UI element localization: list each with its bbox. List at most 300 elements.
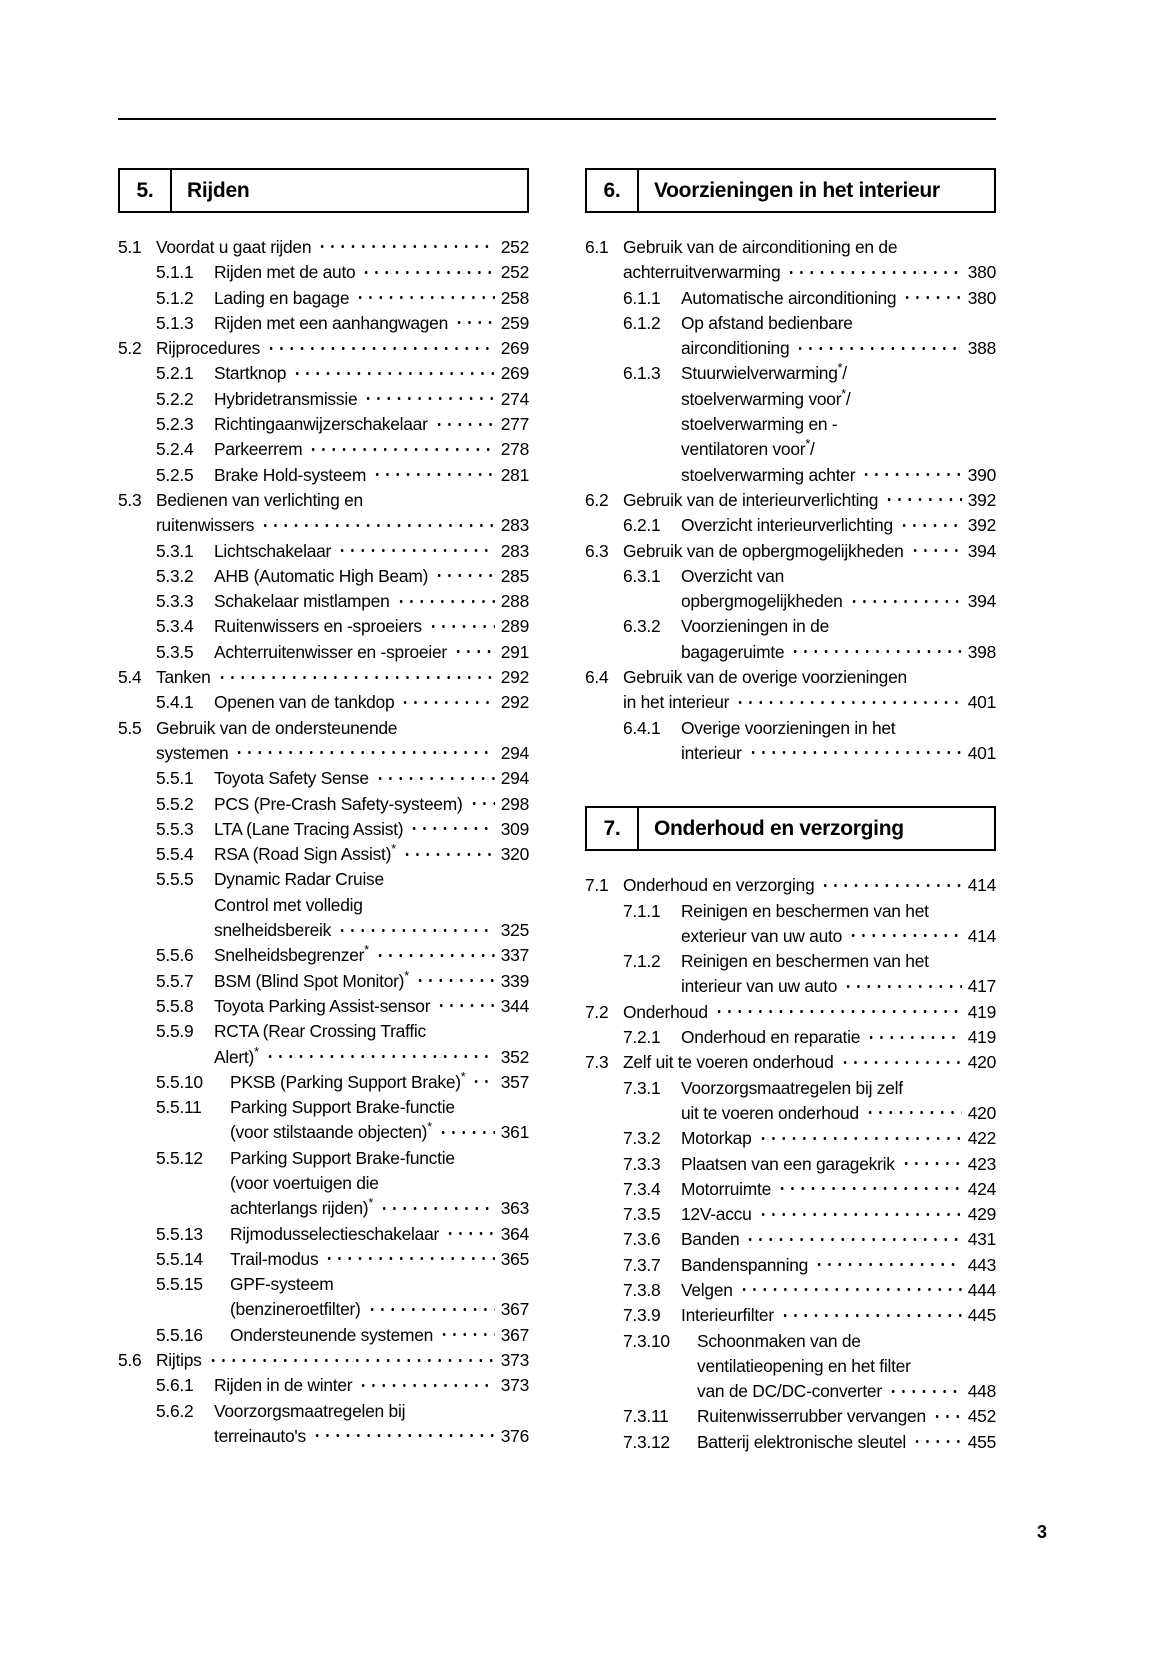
toc-entry-continuation[interactable]	[118, 1424, 529, 1449]
toc-entry[interactable]	[118, 387, 529, 412]
toc-entry-page: 417	[967, 976, 996, 997]
dot-leader	[434, 413, 495, 430]
toc-entry[interactable]	[585, 1000, 996, 1025]
toc-entry-label: Gebruik van de overige voorzieningen	[623, 667, 907, 688]
toc-entry-text	[156, 235, 529, 260]
toc-entry-label: Velgen	[681, 1279, 733, 1300]
toc-entry[interactable]	[585, 716, 996, 741]
toc-entry-page: 443	[967, 1254, 996, 1275]
toc-entry-continuation[interactable]	[118, 1171, 529, 1196]
toc-entry-page: 269	[500, 338, 529, 359]
toc-entry[interactable]	[585, 1227, 996, 1252]
toc-entry[interactable]	[585, 1076, 996, 1101]
toc-entry-label: achterlangs rijden)*	[230, 1196, 373, 1219]
toc-entry-page: 292	[500, 667, 529, 688]
dot-leader	[758, 1203, 962, 1220]
toc-entry-continuation[interactable]	[585, 1101, 996, 1126]
toc-entry-label: Schakelaar mistlampen	[214, 591, 390, 612]
toc-entry[interactable]	[118, 488, 529, 513]
toc-entry-continuation[interactable]	[585, 387, 996, 412]
toc-entry-number: 5.5.3	[156, 818, 194, 839]
toc-entry-label: Reinigen en beschermen van het	[681, 951, 929, 972]
dot-leader	[777, 1177, 962, 1194]
toc-entry-label: Banden	[681, 1229, 740, 1250]
toc-entry-page: 420	[967, 1102, 996, 1123]
toc-entry-label: GPF-systeem	[230, 1274, 334, 1295]
toc-entry-label: Trail-modus	[230, 1248, 319, 1269]
toc-entry[interactable]	[585, 1126, 996, 1151]
toc-entry-number: 5.3.4	[156, 616, 194, 637]
toc-entry-page: 289	[500, 616, 529, 637]
toc-entry[interactable]	[585, 539, 996, 564]
toc-entry-text	[156, 741, 529, 766]
dot-leader	[790, 640, 962, 657]
asterisk-marker: *	[254, 1044, 259, 1059]
toc-entry-label: terreinauto's	[214, 1425, 306, 1446]
toc-entry-text	[214, 1399, 529, 1424]
toc-entry-text	[623, 665, 996, 690]
toc-entry-text	[156, 665, 529, 690]
toc-entry-page: 420	[967, 1052, 996, 1073]
toc-entry-page: 419	[967, 1027, 996, 1048]
toc-entry-continuation[interactable]	[585, 437, 996, 462]
toc-entry-number: 5.5.12	[156, 1147, 203, 1168]
toc-entry-label: Overige voorzieningen in het	[681, 717, 896, 738]
chapter-title: Rijden	[187, 178, 250, 202]
toc-entry-label: Batterij elektronische sleutel	[697, 1431, 907, 1452]
asterisk-marker: *	[841, 386, 846, 401]
toc-entry[interactable]	[585, 311, 996, 336]
toc-entry[interactable]	[118, 1323, 529, 1348]
toc-entry-text	[697, 1329, 996, 1354]
toc-entry-label: ventilatoren voor*/	[681, 437, 815, 460]
toc-entry-continuation[interactable]	[118, 893, 529, 918]
toc-entry[interactable]	[118, 817, 529, 842]
toc-entry-text	[214, 539, 529, 564]
toc-entry-number: 5.5.5	[156, 869, 194, 890]
chapter-heading[interactable]	[585, 806, 996, 851]
dot-leader	[469, 792, 495, 809]
dot-leader	[786, 261, 962, 278]
toc-entry-text	[230, 1120, 529, 1145]
toc-entry-text	[681, 1303, 996, 1328]
toc-entry[interactable]	[118, 665, 529, 690]
toc-entry-page: 414	[967, 925, 996, 946]
toc-entry[interactable]	[118, 1272, 529, 1297]
toc-entry-text	[681, 924, 996, 949]
dot-leader	[849, 590, 962, 607]
toc-entry-label: Bedienen van verlichting en	[156, 489, 363, 510]
toc-entry[interactable]	[118, 792, 529, 817]
dot-leader	[758, 1127, 963, 1144]
toc-entry-label: Zelf uit te voeren onderhoud	[623, 1052, 834, 1073]
toc-entry[interactable]	[118, 1247, 529, 1272]
toc-entry-page: 269	[500, 363, 529, 384]
asterisk-marker: *	[460, 1070, 466, 1084]
toc-entry-label: Snelheidsbegrenzer*	[214, 943, 369, 966]
toc-entry-label: Voorzorgsmaatregelen bij zelf	[681, 1077, 903, 1098]
toc-entry-text	[156, 513, 529, 538]
toc-entry-text	[623, 690, 996, 715]
toc-entry-label: Stuurwielverwarming*/	[681, 361, 847, 384]
toc-entry-label: Parking Support Brake-functie	[230, 1147, 455, 1168]
toc-entry[interactable]	[585, 665, 996, 690]
toc-entry-text	[623, 539, 996, 564]
dot-leader	[912, 1430, 962, 1447]
toc-entry[interactable]	[118, 842, 529, 867]
toc-entry[interactable]	[585, 1303, 996, 1328]
toc-entry[interactable]	[585, 1050, 996, 1075]
toc-entry-label: Automatische airconditioning	[681, 287, 897, 308]
toc-entry-continuation[interactable]	[118, 1297, 529, 1322]
dot-leader	[714, 1000, 962, 1017]
toc-entry-text	[230, 1146, 529, 1171]
toc-entry-label: uit te voeren onderhoud	[681, 1102, 859, 1123]
toc-entry-number: 5.2	[118, 338, 142, 359]
toc-entry-label: 12V-accu	[681, 1204, 752, 1225]
toc-entry-text	[230, 1196, 529, 1221]
toc-entry-continuation[interactable]	[585, 741, 996, 766]
toc-entry-continuation[interactable]	[118, 1196, 529, 1221]
toc-entry-text	[230, 1070, 529, 1095]
toc-entry-number: 7.2.1	[623, 1027, 661, 1048]
toc-entry[interactable]	[118, 336, 529, 361]
toc-entry-text	[681, 1025, 996, 1050]
toc-entry-number: 5.4.1	[156, 692, 194, 713]
dot-leader	[843, 975, 962, 992]
toc-entry-text	[156, 716, 529, 741]
chapter-section	[585, 168, 996, 766]
toc-entry-page: 380	[967, 262, 996, 283]
toc-entry-label: PCS (Pre-Crash Safety-systeem)	[214, 793, 463, 814]
toc-entry-number: 7.3.6	[623, 1229, 661, 1250]
toc-entry[interactable]	[118, 716, 529, 741]
toc-entry-page: 344	[500, 995, 529, 1016]
toc-entry[interactable]	[118, 1373, 529, 1398]
toc-entry-text	[697, 1430, 996, 1455]
dot-leader	[471, 1070, 495, 1087]
toc-entry-text	[681, 1152, 996, 1177]
toc-entry[interactable]	[118, 969, 529, 994]
toc-entry[interactable]	[118, 1146, 529, 1171]
toc-entry-continuation[interactable]	[585, 1354, 996, 1379]
toc-entry[interactable]	[585, 1430, 996, 1455]
toc-entry-page: 283	[500, 515, 529, 536]
toc-entry-continuation[interactable]	[118, 1045, 529, 1070]
toc-entry[interactable]	[118, 1070, 529, 1095]
dot-leader	[902, 286, 962, 303]
toc-entry-number: 6.1	[585, 237, 609, 257]
dot-leader	[358, 1374, 495, 1391]
toc-entry[interactable]	[585, 488, 996, 513]
toc-entry-text	[214, 690, 529, 715]
toc-entry[interactable]	[118, 589, 529, 614]
toc-entry-continuation[interactable]	[585, 463, 996, 488]
toc-entry-number: 5.5.16	[156, 1324, 203, 1345]
toc-entry[interactable]	[118, 260, 529, 285]
toc-entry-number: 5.5.14	[156, 1248, 203, 1269]
toc-entry-number: 7.3.10	[623, 1330, 670, 1351]
toc-entry-continuation[interactable]	[118, 1120, 529, 1145]
asterisk-marker: *	[427, 1120, 432, 1135]
toc-entry-label: Hybridetransmissie	[214, 388, 358, 409]
toc-entry[interactable]	[118, 1222, 529, 1247]
page-number: 3	[1036, 1522, 1047, 1542]
toc-entry-page: 394	[967, 540, 996, 561]
toc-entry-page: 423	[967, 1153, 996, 1174]
toc-entry-page: 258	[500, 287, 529, 308]
toc-entry-text	[623, 1050, 996, 1075]
toc-entry-text	[214, 766, 529, 791]
toc-entry[interactable]	[118, 867, 529, 892]
toc-entry[interactable]	[118, 539, 529, 564]
toc-entry-text	[230, 1297, 529, 1322]
toc-entry-number: 5.3.2	[156, 565, 194, 586]
toc-entry-continuation[interactable]	[118, 918, 529, 943]
toc-entry-page: 455	[967, 1431, 996, 1452]
toc-entry-page: 367	[500, 1324, 529, 1345]
toc-entry-page: 291	[500, 641, 529, 662]
toc-entry[interactable]	[118, 1095, 529, 1120]
toc-entry-text	[681, 589, 996, 614]
toc-entry-label: Ondersteunende systemen	[230, 1324, 434, 1345]
toc-entry[interactable]	[585, 873, 996, 898]
toc-entry-page: 392	[967, 515, 996, 536]
toc-entry-page: 320	[500, 844, 529, 865]
toc-entry-label: Onderhoud	[623, 1001, 708, 1022]
dot-leader	[840, 1051, 962, 1068]
toc-entry-label: Openen van de tankdop	[214, 692, 395, 713]
dot-leader	[292, 362, 495, 379]
toc-entry-label: Bandenspanning	[681, 1254, 809, 1275]
toc-entry[interactable]	[118, 412, 529, 437]
toc-entry[interactable]	[585, 564, 996, 589]
dot-leader	[901, 1152, 962, 1169]
toc-entry-number: 5.3.3	[156, 591, 194, 612]
toc-entry[interactable]	[585, 1329, 996, 1354]
toc-entry-page: 337	[500, 945, 529, 966]
asterisk-marker: *	[391, 842, 396, 857]
toc-entry-number: 5.5.11	[156, 1097, 202, 1118]
asterisk-marker: *	[404, 968, 409, 983]
dot-leader	[454, 312, 495, 329]
toc-entry[interactable]	[118, 640, 529, 665]
toc-entry-text	[156, 1348, 529, 1373]
toc-entry-page: 422	[967, 1128, 996, 1149]
dot-leader	[820, 874, 962, 891]
toc-entry[interactable]	[585, 286, 996, 311]
toc-entry-text	[681, 974, 996, 999]
toc-entry-text	[681, 437, 996, 462]
toc-columns	[118, 168, 996, 1465]
dot-leader	[234, 742, 495, 759]
dot-leader	[208, 1349, 495, 1366]
toc-entry-page: 259	[500, 312, 529, 333]
dot-leader	[260, 514, 495, 531]
toc-entry[interactable]	[585, 1253, 996, 1278]
toc-column-right	[585, 168, 996, 1465]
toc-entry-text	[214, 817, 529, 842]
toc-entry-label: Ruitenwisserrubber vervangen	[697, 1406, 926, 1427]
toc-entry-number: 7.1.1	[623, 900, 661, 921]
toc-entry-continuation[interactable]	[585, 589, 996, 614]
toc-entry-number: 5.5.2	[156, 793, 194, 814]
toc-entry[interactable]	[585, 235, 996, 260]
toc-entry[interactable]	[585, 899, 996, 924]
toc-entry[interactable]	[585, 361, 996, 386]
toc-entry-page: 252	[500, 237, 529, 257]
toc-entry-label: RSA (Road Sign Assist)*	[214, 842, 396, 865]
toc-entry[interactable]	[585, 1404, 996, 1429]
toc-entry-page: 339	[500, 970, 529, 991]
toc-entry[interactable]	[585, 614, 996, 639]
toc-entry[interactable]	[118, 311, 529, 336]
toc-entry-label: van de DC/DC-converter	[697, 1381, 882, 1402]
dot-leader	[445, 1222, 495, 1239]
toc-entry[interactable]	[118, 994, 529, 1019]
toc-entry-text	[214, 614, 529, 639]
toc-entry-page: 274	[500, 388, 529, 409]
toc-entry[interactable]	[118, 1348, 529, 1373]
dot-leader	[434, 564, 495, 581]
dot-leader	[436, 995, 495, 1012]
toc-entry[interactable]	[118, 690, 529, 715]
dot-leader	[932, 1405, 962, 1422]
toc-entry[interactable]	[585, 1278, 996, 1303]
toc-entry-text	[214, 918, 529, 943]
toc-entry-page: 414	[967, 875, 996, 896]
dot-leader	[861, 463, 962, 480]
toc-entry-number: 5.2.3	[156, 414, 194, 435]
toc-entry-text	[156, 488, 529, 513]
toc-entry-label: exterieur van uw auto	[681, 925, 843, 946]
toc-entry-label: (voor voertuigen die	[230, 1172, 379, 1193]
toc-entry[interactable]	[118, 1019, 529, 1044]
toc-entry-continuation[interactable]	[585, 974, 996, 999]
toc-entry-number: 7.3.9	[623, 1305, 661, 1326]
toc-entry-label: Ruitenwissers en -sproeiers	[214, 616, 422, 637]
toc-entry[interactable]	[585, 949, 996, 974]
dot-leader	[396, 590, 495, 607]
toc-entry[interactable]	[585, 1177, 996, 1202]
toc-entry-number: 7.3	[585, 1052, 609, 1073]
toc-entry-label: Gebruik van de opbergmogelijkheden	[623, 540, 904, 561]
toc-entry-label: Motorruimte	[681, 1178, 772, 1199]
toc-entry-label: bagageruimte	[681, 641, 785, 662]
toc-entry-label: Rijtips	[156, 1350, 202, 1371]
toc-entry-page: 448	[967, 1381, 996, 1402]
toc-entry-text	[681, 336, 996, 361]
toc-entry-text	[623, 235, 996, 260]
toc-entry-text	[230, 1272, 529, 1297]
toc-entry-text	[214, 640, 529, 665]
toc-entry-page: 398	[967, 641, 996, 662]
dot-leader	[438, 1121, 495, 1138]
toc-entry-text	[214, 387, 529, 412]
asterisk-marker: *	[368, 1196, 373, 1211]
dot-leader	[453, 640, 495, 657]
toc-entry-page: 419	[967, 1001, 996, 1022]
toc-entry-text	[681, 286, 996, 311]
toc-entry[interactable]	[118, 286, 529, 311]
toc-entry[interactable]	[118, 943, 529, 968]
toc-entry-continuation[interactable]	[585, 924, 996, 949]
toc-entry-number: 5.3.5	[156, 641, 194, 662]
toc-entry[interactable]	[118, 361, 529, 386]
toc-entry[interactable]	[118, 463, 529, 488]
toc-entry-label: Voorzieningen in de	[681, 616, 830, 637]
toc-entry-number: 5.5.9	[156, 1021, 194, 1042]
toc-entry-number: 7.3.12	[623, 1431, 670, 1452]
toc-entry-label: in het interieur	[623, 692, 730, 713]
toc-entry-label: Achterruitenwisser en -sproeier	[214, 641, 447, 662]
toc-entry-number: 6.4	[585, 667, 609, 688]
toc-entry-continuation[interactable]	[118, 513, 529, 538]
dot-leader	[265, 1045, 495, 1062]
toc-entry[interactable]	[585, 1152, 996, 1177]
toc-entry-continuation[interactable]	[585, 336, 996, 361]
toc-entry-number: 5.5.1	[156, 768, 194, 789]
toc-entry[interactable]	[118, 614, 529, 639]
toc-entry-label: ruitenwissers	[156, 515, 255, 536]
toc-entry-page: 298	[500, 793, 529, 814]
toc-entry-continuation[interactable]	[585, 1379, 996, 1404]
toc-entry[interactable]	[118, 1399, 529, 1424]
toc-entry[interactable]	[118, 766, 529, 791]
toc-entry-number: 6.1.1	[623, 287, 661, 308]
toc-entry-text	[214, 1373, 529, 1398]
toc-entry-continuation[interactable]	[118, 741, 529, 766]
toc-entry-label: AHB (Automatic High Beam)	[214, 565, 429, 586]
toc-entry[interactable]	[585, 1025, 996, 1050]
toc-entry-label: Rijden met de auto	[214, 262, 356, 283]
toc-entry-number: 6.2.1	[623, 515, 661, 536]
toc-entry-number: 5.5	[118, 717, 142, 738]
toc-entry-number: 6.2	[585, 489, 609, 510]
toc-entry-page: 373	[500, 1375, 529, 1396]
toc-entry-label: Rijmodusselectieschakelaar	[230, 1223, 440, 1244]
toc-entry-number: 6.4.1	[623, 717, 661, 738]
toc-entry-number: 5.3	[118, 489, 142, 510]
toc-entry-text	[681, 1101, 996, 1126]
dot-leader	[317, 236, 495, 253]
toc-entry-text	[214, 842, 529, 867]
dot-leader	[409, 817, 495, 834]
toc-entry-number: 5.2.5	[156, 464, 194, 485]
chapter-heading[interactable]	[585, 168, 996, 213]
dot-leader	[865, 1102, 962, 1119]
toc-entry-continuation[interactable]	[585, 640, 996, 665]
chapter-heading[interactable]	[118, 168, 529, 213]
toc-entry[interactable]	[585, 1202, 996, 1227]
toc-entry[interactable]	[585, 513, 996, 538]
toc-entry-label: ventilatieopening en het filter	[697, 1355, 911, 1376]
toc-entry-continuation[interactable]	[585, 690, 996, 715]
dot-leader	[375, 944, 495, 961]
toc-entry[interactable]	[118, 564, 529, 589]
toc-entry-page: 392	[967, 489, 996, 510]
toc-entry-page: 288	[500, 591, 529, 612]
toc-entry-text	[623, 488, 996, 513]
toc-entry[interactable]	[118, 437, 529, 462]
dot-leader	[312, 1425, 495, 1442]
toc-entry-continuation[interactable]	[585, 260, 996, 285]
toc-entry-text	[681, 640, 996, 665]
toc-entry[interactable]	[118, 235, 529, 260]
toc-entry-continuation[interactable]	[585, 412, 996, 437]
toc-entry-page: 373	[500, 1350, 529, 1371]
toc-entry-number: 5.5.15	[156, 1274, 203, 1295]
